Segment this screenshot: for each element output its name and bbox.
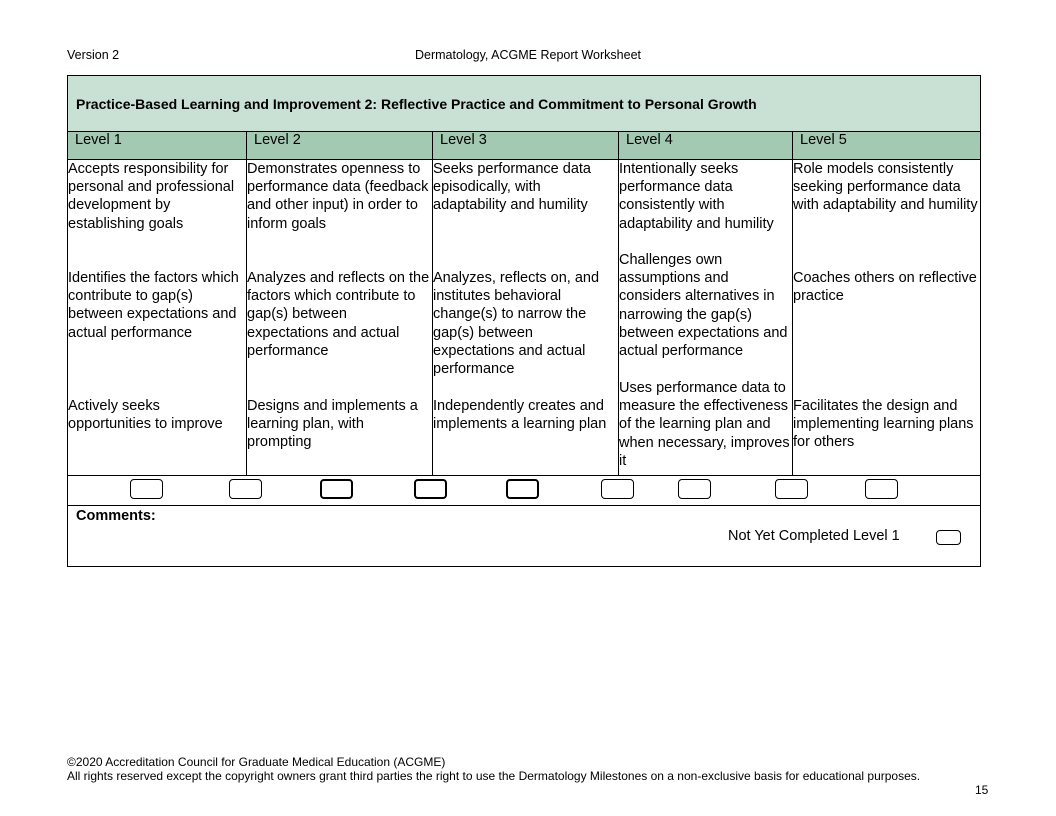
not-yet-completed-label: Not Yet Completed Level 1 bbox=[728, 528, 900, 544]
milestone-table bbox=[67, 75, 981, 567]
level-5-description bbox=[793, 160, 981, 476]
level-1-item: Identifies the factors which contribute to gap(s) between expectations and actual performance bbox=[68, 270, 239, 341]
level-2-description bbox=[247, 160, 433, 476]
level-5-checkbox[interactable] bbox=[865, 479, 898, 499]
milestone-title: Practice-Based Learning and Improvement 2: Reflective Practice and Commitment to Personal Growth bbox=[68, 76, 981, 132]
page-number: 15 bbox=[975, 783, 989, 797]
level-selection-row bbox=[68, 476, 981, 506]
level-1-header: Level 1 bbox=[68, 132, 247, 160]
level-5-item: Facilitates the design and implementing learning plans for others bbox=[793, 398, 974, 451]
level-3-checkbox[interactable] bbox=[506, 479, 539, 499]
level-2-checkbox[interactable] bbox=[320, 479, 353, 499]
level-5-item: Coaches others on reflective practice bbox=[793, 270, 977, 305]
level-2-item: Analyzes and reflects on the factors which contribute to gap(s) between expectations and actual performance bbox=[247, 270, 430, 359]
copyright-text: ©2020 Accreditation Council for Graduate Medical Education (ACGME) bbox=[67, 755, 446, 769]
level-5-item: Role models consistently seeking performance data with adaptability and humility bbox=[793, 161, 978, 214]
level-4-description bbox=[619, 160, 793, 476]
level-1-item: Actively seeks opportunities to improve bbox=[68, 398, 223, 433]
level-1-5-checkbox[interactable] bbox=[229, 479, 262, 499]
level-3-description bbox=[433, 160, 619, 476]
level-3-item: Seeks performance data episodically, with adaptability and humility bbox=[433, 161, 591, 214]
level-4-item: Challenges own assumptions and considers alternatives in narrowing the gap(s) between expectations and actual performance bbox=[619, 252, 788, 360]
level-2-item: Designs and implements a learning plan, with prompting bbox=[247, 398, 418, 451]
comments-section[interactable] bbox=[68, 506, 981, 567]
level-4-header: Level 4 bbox=[619, 132, 793, 160]
level-2-5-checkbox[interactable] bbox=[414, 479, 447, 499]
level-4-checkbox[interactable] bbox=[678, 479, 711, 499]
level-4-item: Intentionally seeks performance data consistently with adaptability and humility bbox=[619, 161, 774, 232]
level-4-5-checkbox[interactable] bbox=[775, 479, 808, 499]
level-2-item: Demonstrates openness to performance data (feedback and other input) in order to inform goals bbox=[247, 161, 429, 232]
level-1-description bbox=[68, 160, 247, 476]
level-1-item: Accepts responsibility for personal and professional development by establishing goals bbox=[68, 161, 235, 232]
level-3-5-checkbox[interactable] bbox=[601, 479, 634, 499]
level-3-item: Independently creates and implements a learning plan bbox=[433, 398, 607, 433]
level-2-header: Level 2 bbox=[247, 132, 433, 160]
level-3-item: Analyzes, reflects on, and institutes behavioral change(s) to narrow the gap(s) between expectations and actual performance bbox=[433, 270, 600, 378]
worksheet-title: Dermatology, ACGME Report Worksheet bbox=[414, 48, 641, 62]
rights-text: All rights reserved except the copyright owners grant third parties the right to use the Dermatology Milestones on a non-exclusive basis for educational purposes. bbox=[67, 769, 921, 783]
not-yet-completed-checkbox[interactable] bbox=[936, 530, 961, 545]
comments-label: Comments: bbox=[76, 508, 156, 524]
level-5-header: Level 5 bbox=[793, 132, 981, 160]
version-label: Version 2 bbox=[67, 48, 120, 62]
level-1-checkbox[interactable] bbox=[130, 479, 163, 499]
level-3-header: Level 3 bbox=[433, 132, 619, 160]
level-4-item: Uses performance data to measure the effectiveness of the learning plan and when necessary, improves it bbox=[619, 380, 790, 469]
